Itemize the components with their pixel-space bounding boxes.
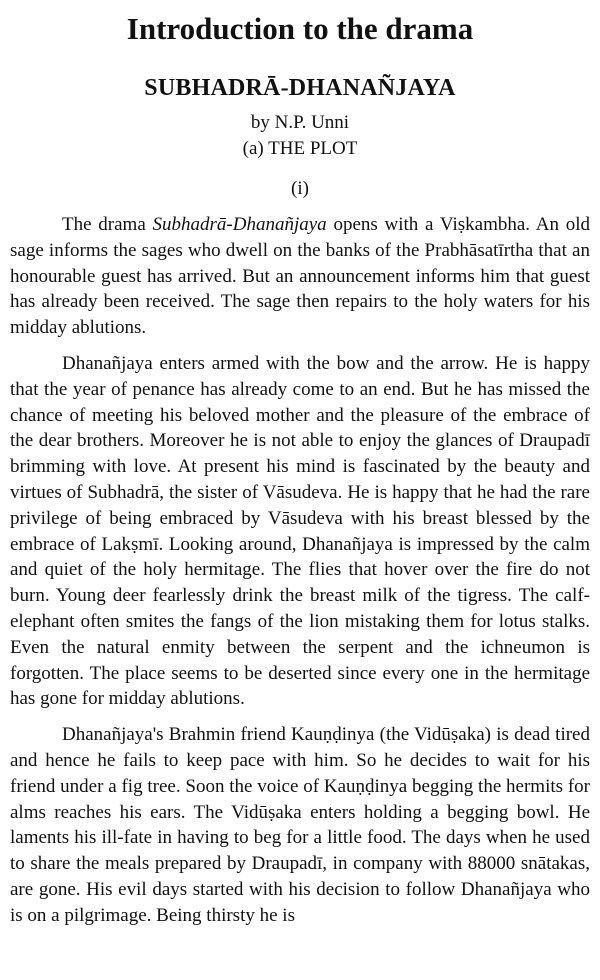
body-text <box>10 212 590 929</box>
paragraph-1 <box>10 212 590 341</box>
section-heading: (a) THE PLOT <box>242 138 358 159</box>
paragraph-2: Dhanañjaya enters armed with the bow and the arrow. He is happy that the year of penance has already come to an end. But he has missed the chance of meeting his beloved mother and the pleasure of the embrace of the dear brothers. Moreover he is not able to enjoy the glances of Draupadī brimming with love. At present his mind is fascinated by the beauty and virtues of Subhadrā, the sister of Vāsudeva. He is happy that he had the rare privilege of being embraced by Vāsudeva with his breast blessed by the embrace of Lakṣmī. Looking around, Dhanañjaya is impressed by the calm and quiet of the holy hermitage. The flies that hover over the fire do not burn. Young deer fearlessly drink the breast milk of the tigress. The calf- elephant often smites the fangs of the lion mistaking them for lotus stalks. Even the natural enmity between the serpent and the ichneumon is forgotten. The place seems to be deserted since every one in the hermitage has gone for midday ablutions. <box>10 352 590 710</box>
paragraph-1-text-rest: opens with a Viṣkambha. An old sage informs the sages who dwell on the banks of the Prabhāsatīrtha that an honourable guest has arrived. But an announcement informs him that guest has already been received. The sage then repairs to the holy waters for his midday ablutions. <box>10 214 591 339</box>
part-number: (i) <box>291 178 309 199</box>
paragraph-3: Dhanañjaya's Brahmin friend Kauṇḍinya (the Vidūṣaka) is dead tired and hence he fails to keep pace with him. So he decides to wait for his friend under a fig tree. Soon the voice of Kauṇḍinya begging the hermits for alms reaches his ears. The Vidūṣaka enters holding a begging bowl. He laments his ill-fate in having to beg for a little food. The days when he used to share the meals prepared by Draupadī, in company with 88000 snātakas, are gone. His evil days started with his decision to follow Dhanañjaya who is on a pilgrimage. Being thirsty he is <box>10 724 590 926</box>
page-title: Introduction to the drama <box>126 11 474 46</box>
drama-title-italic: Subhadrā-Dhanañjaya <box>152 214 327 235</box>
drama-title: SUBHADRĀ-DHANAÑJAYA <box>144 75 456 101</box>
author-byline: by N.P. Unni <box>250 112 350 133</box>
paragraph-1-text-start: The drama <box>62 214 153 235</box>
